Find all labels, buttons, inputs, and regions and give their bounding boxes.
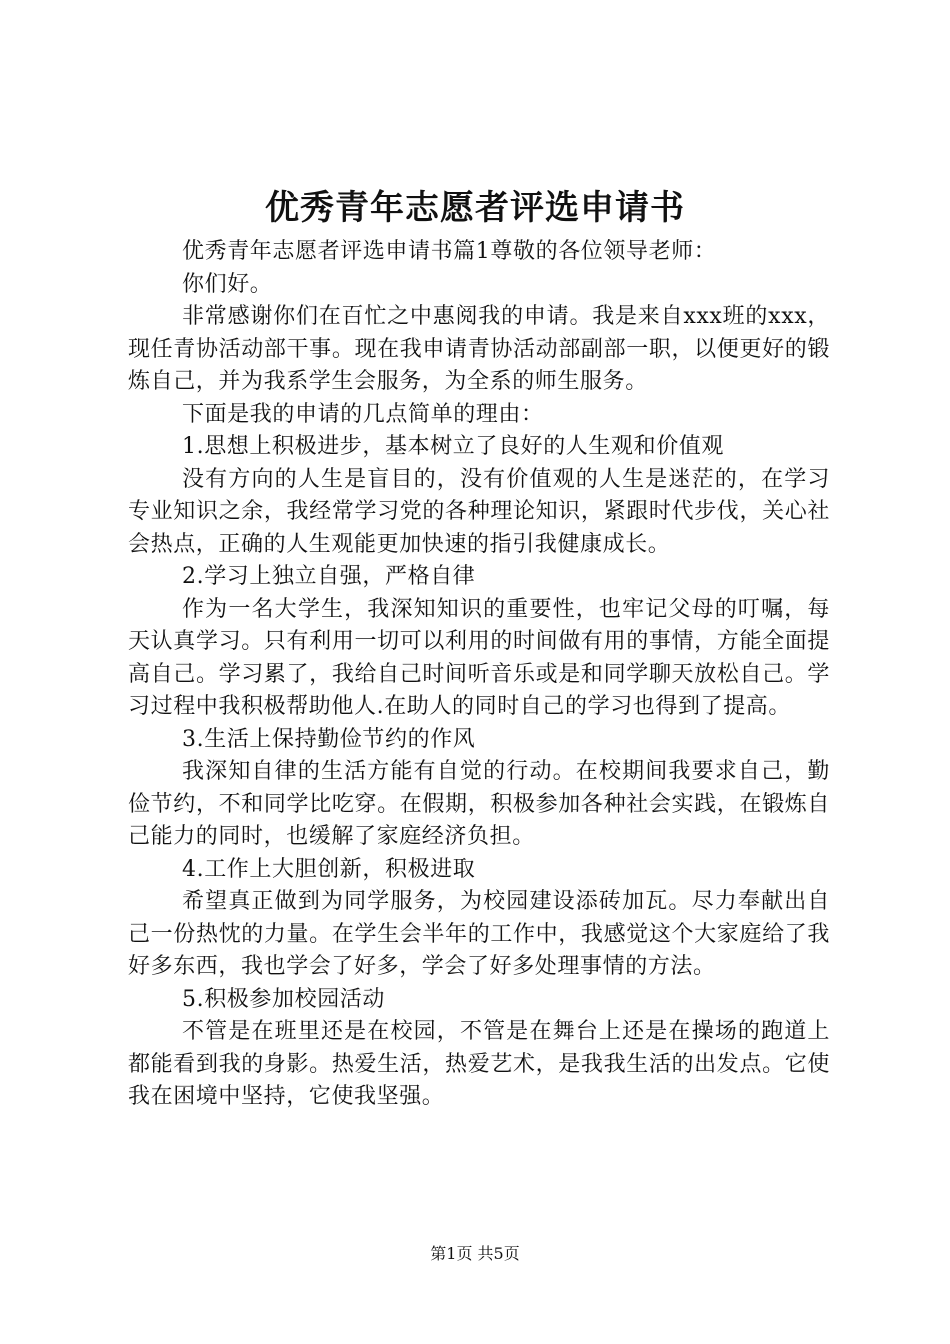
- paragraph-intro: 非常感谢你们在百忙之中惠阅我的申请。我是来自xxx班的xxx，现任青协活动部干事。现在我申请青协活动部副部一职，以便更好的锻炼自己，并为我系学生会服务，为全系的师生服务。: [128, 304, 830, 394]
- paragraph-reason-4: 希望真正做到为同学服务，为校园建设添砖加瓦。尽力奉献出自己一份热忱的力量。在学生会半年的工作中，我感觉这个大家庭给了我好多东西，我也学会了好多，学会了好多处理事情的方法。: [128, 889, 830, 979]
- paragraph-greeting: 你们好。: [182, 271, 273, 297]
- paragraph-reasons-lead: 下面是我的申请的几点简单的理由：: [182, 401, 544, 427]
- paragraph-reason-5: 不管是在班里还是在校园，不管是在舞台上还是在操场的跑道上都能看到我的身影。热爱生活，热爱艺术，是我我生活的出发点。它使我在困境中坚持，它使我坚强。: [128, 1019, 830, 1109]
- heading-reason-2: 2.学习上独立自强，严格自律: [182, 564, 476, 589]
- heading-reason-4: 4.工作上大胆创新，积极进取: [182, 856, 476, 882]
- heading-reason-1: 1.思想上积极进步，基本树立了良好的人生观和价值观: [182, 434, 724, 459]
- heading-reason-3: 3.生活上保持勤俭节约的作风: [182, 726, 476, 752]
- document-title: 优秀青年志愿者评选申请书: [265, 188, 685, 228]
- paragraph-reason-2: 作为一名大学生，我深知知识的重要性，也牢记父母的叮嘱，每天认真学习。只有利用一切可以利用的时间做有用的事情，方能全面提高自己。学习累了，我给自己时间听音乐或是和同学聊天放松自己。学习过程中我积极帮助他人.在助人的同时自己的学习也得到了提高。: [128, 596, 830, 719]
- paragraph-reason-3: 我深知自律的生活方能有自觉的行动。在校期间我要求自己，勤俭节约，不和同学比吃穿。在假期，积极参加各种社会实践，在锻炼自己能力的同时，也缓解了家庭经济负担。: [128, 759, 830, 849]
- document-body: [128, 236, 830, 1114]
- paragraph-reason-1: 没有方向的人生是盲目的，没有价值观的人生是迷茫的，在学习专业知识之余，我经常学习党的各种理论知识，紧跟时代步伐，关心社会热点，正确的人生观能更加快速的指引我健康成长。: [128, 466, 830, 557]
- paragraph-salutation: 优秀青年志愿者评选申请书篇1尊敬的各位领导老师：: [182, 239, 717, 264]
- heading-reason-5: 5.积极参加校园活动: [182, 986, 385, 1012]
- page-number-footer: 第1页 共5页: [430, 1244, 520, 1263]
